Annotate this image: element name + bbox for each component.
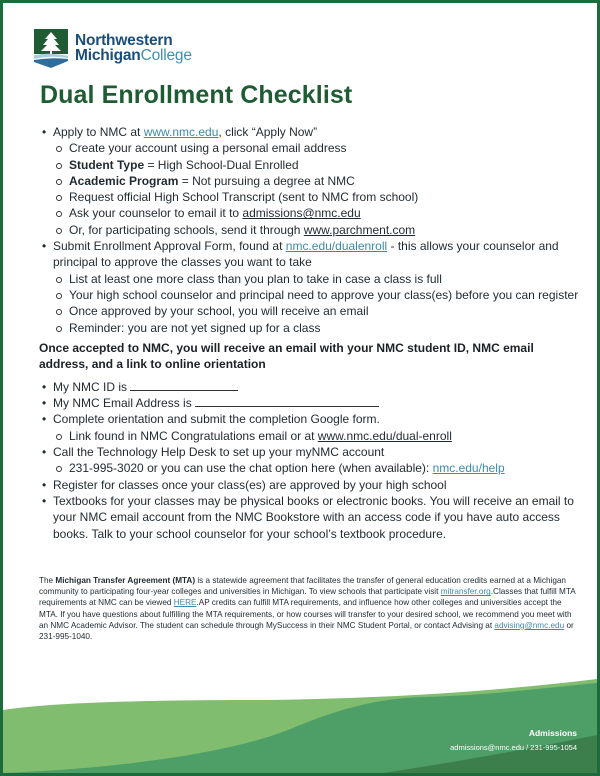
apply-text-post: , click “Apply Now” xyxy=(218,125,318,139)
list-item-register: • Register for classes once your class(es) are approved by your high school xyxy=(40,477,585,493)
checklist-section-apply xyxy=(40,124,585,336)
counselor-email-text: Ask your counselor to email it to xyxy=(69,206,243,221)
list-item-extra-class: List at least one more class than you plan to take in case a class is full xyxy=(53,271,585,287)
list-item-counselor-email xyxy=(53,205,585,221)
list-item-create-account: Create your account using a personal email address xyxy=(53,140,585,156)
footer-wave-decoration xyxy=(3,643,597,773)
accepted-note: Once accepted to NMC, you will receive an email with your NMC student ID, NMC email address, and a link to online orientation xyxy=(39,340,534,372)
admissions-email-link[interactable]: admissions@nmc.edu xyxy=(242,206,361,221)
list-item-reminder: Reminder: you are not yet signed up for a class xyxy=(53,320,585,336)
list-item-academic-program xyxy=(53,173,585,189)
list-item-submit-form xyxy=(40,238,585,336)
logo-wordmark xyxy=(75,33,192,63)
mta-paragraph xyxy=(39,575,579,642)
submit-form-text-post: - this allows your counselor and principal to approve the classes you want to take xyxy=(53,239,559,270)
nmc-email-label: My NMC Email Address is xyxy=(53,396,196,411)
mta-text-4: or 231-995-1040. xyxy=(39,620,574,642)
admissions-contact-info: admissions@nmc.edu / 231-995-1054 xyxy=(450,743,577,752)
mta-text-3: .AP credits can fulfill MTA requirements, and influence how other colleges and universities accept the MTA. If you have questions about fulfilling the MTA requirements, or how courses will transfer to your desired school, we recommend you meet with an NMC Academic Advisor. The student can schedule through MySuccess in their NMC Student Portal, or contact Advising at xyxy=(39,598,572,630)
parchment-text: Or, for participating schools, send it through xyxy=(69,222,304,237)
logo-line-michigan: Michigan xyxy=(75,47,141,64)
academic-program-label: Academic Program xyxy=(69,173,179,188)
mta-here-link[interactable]: HERE xyxy=(173,598,197,608)
help-desk-text: Call the Technology Help Desk to set up your myNMC account xyxy=(53,445,385,460)
mta-text-1: is a statewide agreement that facilitates the transfer of general education credits earned at a Michigan community to participating four-year colleges and universities in Michigan. To view schools that participate visit xyxy=(39,576,566,597)
list-item-nmc-email xyxy=(40,395,585,411)
orientation-link-text: Link found in NMC Congratulations email or at xyxy=(69,428,318,443)
dualenroll-link[interactable]: nmc.edu/dualenroll xyxy=(285,239,388,254)
nmc-email-blank-field[interactable] xyxy=(195,395,379,407)
nmc-logo xyxy=(33,28,192,68)
admissions-title: Admissions xyxy=(528,728,577,738)
pine-tree-logo-icon xyxy=(33,28,69,68)
checklist-section-after-acceptance xyxy=(40,379,585,542)
list-item-nmc-id xyxy=(40,379,585,395)
submit-form-text: Submit Enrollment Approval Form, found at xyxy=(53,239,286,254)
list-item-student-type xyxy=(53,157,585,173)
list-item-apply xyxy=(40,124,585,238)
orientation-text: Complete orientation and submit the completion Google form. xyxy=(53,412,380,427)
parchment-link[interactable]: www.parchment.com xyxy=(303,222,416,237)
list-item-parchment xyxy=(53,222,585,238)
advising-email-link[interactable]: advising@nmc.edu xyxy=(494,620,565,630)
mta-text-pre: The xyxy=(39,576,56,585)
nmc-id-blank-field[interactable] xyxy=(130,379,238,391)
list-item-orientation xyxy=(40,411,585,444)
academic-program-value: = Not pursuing a degree at NMC xyxy=(178,173,355,188)
mta-text-2: .Classes that fulfill MTA requirements at NMC can be viewed xyxy=(39,587,576,608)
logo-line-college: College xyxy=(140,47,192,64)
help-desk-phone-text: 231-995-3020 or you can use the chat option here (when available): xyxy=(69,461,433,476)
mitransfer-link[interactable]: mitransfer.org xyxy=(440,587,491,597)
nmc-help-link[interactable]: nmc.edu/help xyxy=(432,461,505,476)
nmc-website-link[interactable]: www.nmc.edu xyxy=(143,125,219,139)
mta-bold-term: Michigan Transfer Agreement (MTA) xyxy=(55,576,196,585)
document-page xyxy=(3,3,597,773)
student-type-value: = High School-Dual Enrolled xyxy=(144,157,299,172)
apply-text: Apply to NMC at xyxy=(53,125,144,139)
dual-enroll-link[interactable]: www.nmc.edu/dual-enroll xyxy=(317,428,452,443)
list-item-orientation-link xyxy=(53,428,585,444)
list-item-transcript: Request official High School Transcript (sent to NMC from school) xyxy=(53,189,585,205)
list-item-help-desk-phone xyxy=(53,460,585,476)
list-item-textbooks: • Textbooks for your classes may be physical books or electronic books. You will receive an email to your NMC email account from the NMC Bookstore with an access code if you have auto access books. Talk to your school counselor for your school’s textbook procedure. xyxy=(40,493,585,542)
page-title: Dual Enrollment Checklist xyxy=(40,81,353,109)
list-item-help-desk xyxy=(40,444,585,477)
list-item-approval: Your high school counselor and principal need to approve your class(es) before you can register xyxy=(53,287,585,303)
checklist-content xyxy=(40,124,585,542)
nmc-id-label: My NMC ID is xyxy=(53,379,131,394)
student-type-label: Student Type xyxy=(69,157,145,172)
list-item-approved-email: Once approved by your school, you will receive an email xyxy=(53,303,585,319)
logo-line-northwestern: Northwestern xyxy=(75,32,173,49)
admissions-contact xyxy=(450,728,577,752)
